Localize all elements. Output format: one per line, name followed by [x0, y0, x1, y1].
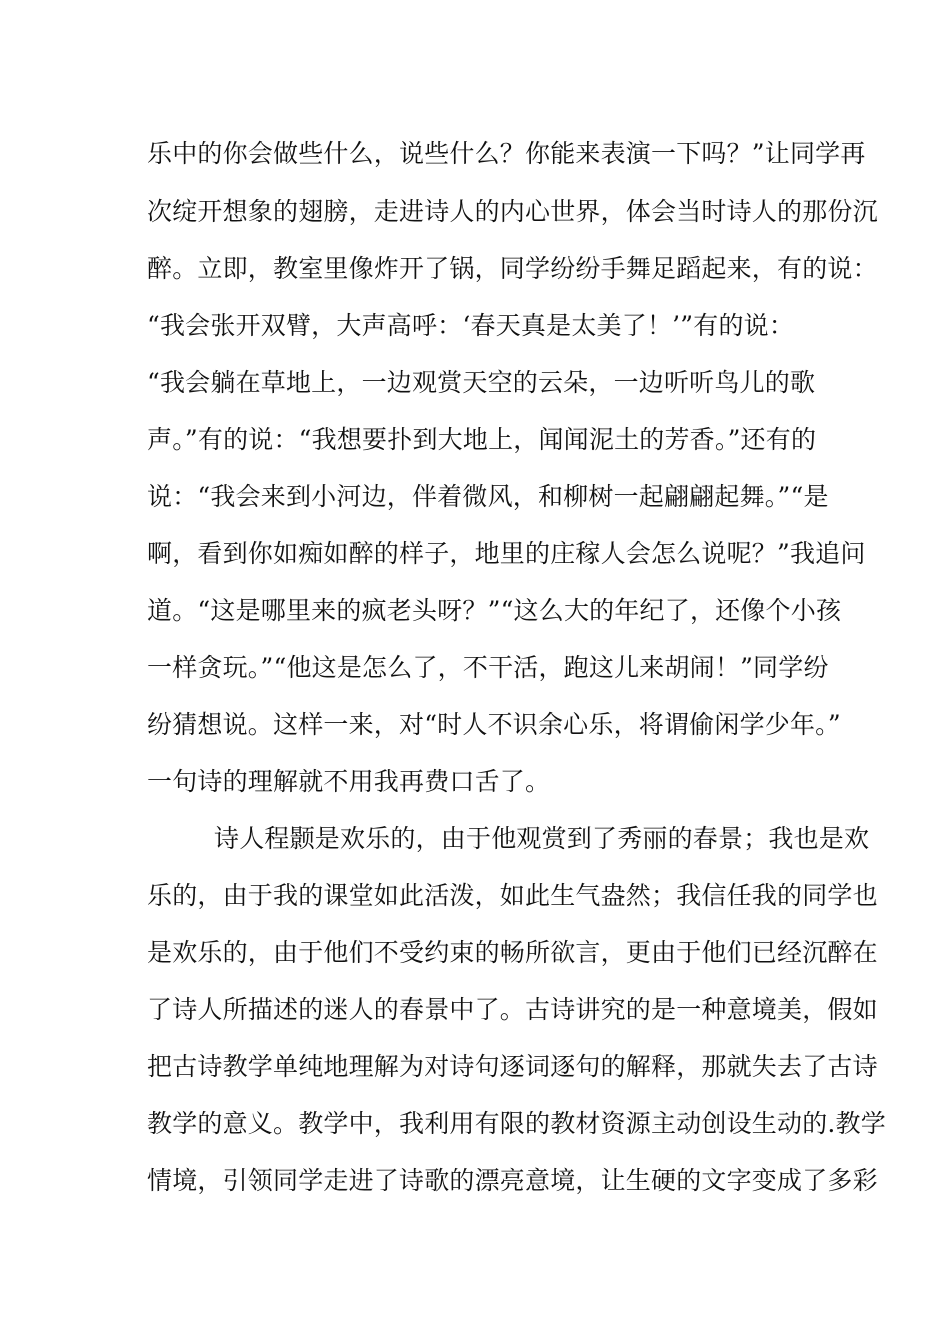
paragraph-1-line-8: 啊，看到你如痴如醉的样子，地里的庄稼人会怎么说呢？”我追问	[147, 539, 866, 568]
paragraph-1-line-7: 说：“我会来到小河边，伴着微风，和柳树一起翩翩起舞。”“是	[147, 482, 829, 511]
paragraph-1-line-6: 声。”有的说：“我想要扑到大地上，闻闻泥土的芳香。”还有的	[147, 425, 817, 454]
paragraph-1-line-11: 纷猜想说。这样一来，对“时人不识余心乐，将谓偷闲学少年。”	[147, 710, 841, 739]
paragraph-1-line-5: “我会躺在草地上，一边观赏天空的云朵，一边听听鸟儿的歌	[147, 368, 816, 397]
paragraph-2-line-6: 教学的意义。教学中，我利用有限的教材资源主动创设生动的.教学	[147, 1109, 886, 1138]
paragraph-2-line-1: 诗人程颢是欢乐的，由于他观赏到了秀丽的春景；我也是欢	[214, 824, 870, 853]
paragraph-2-line-3: 是欢乐的，由于他们不受约束的畅所欲言，更由于他们已经沉醉在	[147, 938, 878, 967]
paragraph-2-line-7: 情境，引领同学走进了诗歌的漂亮意境，让生硬的文字变成了多彩	[147, 1166, 878, 1195]
paragraph-1-line-4: “我会张开双臂，大声高呼：‘春天真是太美了！’”有的说：	[147, 311, 795, 340]
paragraph-1-line-1: 乐中的你会做些什么，说些什么？你能来表演一下吗？”让同学再	[147, 139, 866, 168]
paragraph-2-line-4: 了诗人所描述的迷人的春景中了。古诗讲究的是一种意境美，假如	[147, 995, 878, 1024]
paragraph-1-line-3: 醉。立即，教室里像炸开了锅，同学纷纷手舞足蹈起来，有的说：	[147, 254, 878, 283]
paragraph-1-line-10: 一样贪玩。”“他这是怎么了，不干活，跑这儿来胡闹！”同学纷	[147, 653, 829, 682]
paragraph-1-line-12: 一句诗的理解就不用我再费口舌了。	[147, 767, 551, 796]
paragraph-1-line-2: 次绽开想象的翅膀，走进诗人的内心世界，体会当时诗人的那份沉	[147, 197, 878, 226]
paragraph-1-line-9: 道。“这是哪里来的疯老头呀？”“这么大的年纪了，还像个小孩	[147, 596, 842, 625]
paragraph-2-line-5: 把古诗教学单纯地理解为对诗句逐词逐句的解释，那就失去了古诗	[147, 1052, 878, 1081]
paragraph-2-line-2: 乐的，由于我的课堂如此活泼，如此生气盎然；我信任我的同学也	[147, 881, 878, 910]
